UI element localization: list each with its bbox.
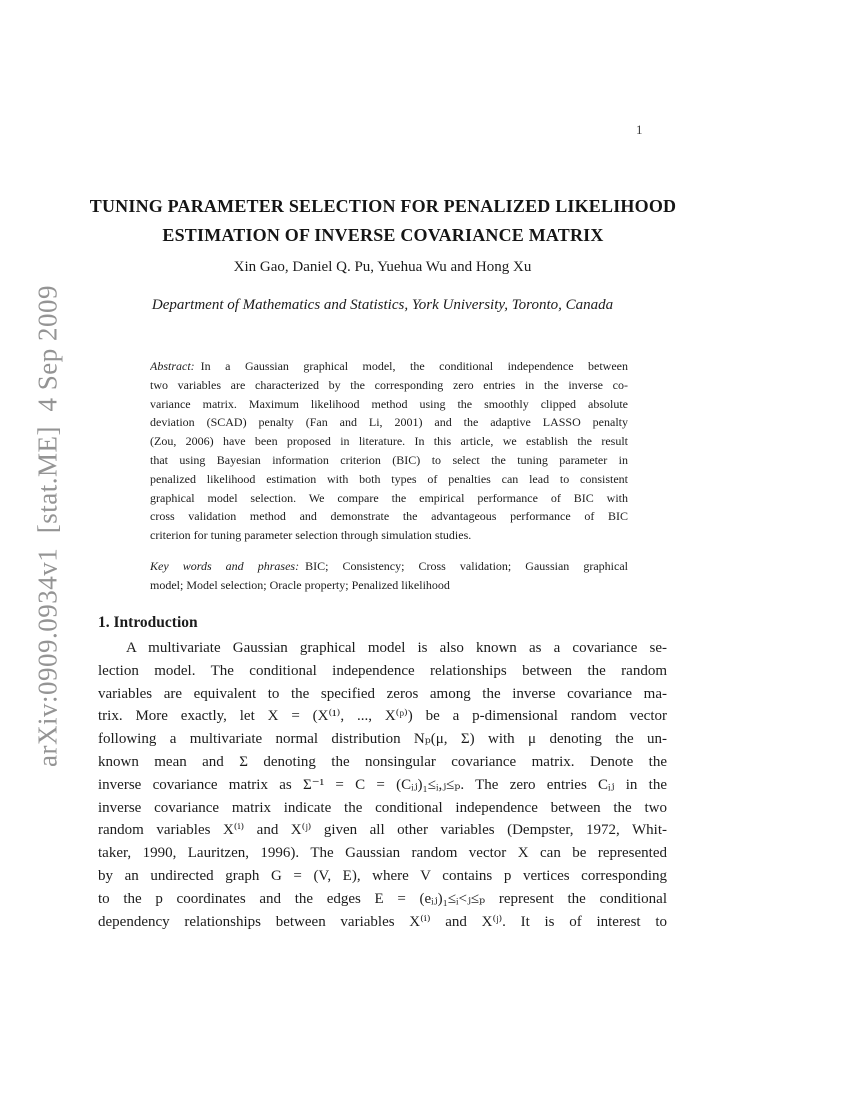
body-line: to the p coordinates and the edges E = (eᵢⱼ)₁≤ᵢ<ⱼ≤ₚ represent the conditional (98, 890, 667, 907)
abstract-label: Abstract: (150, 359, 195, 373)
abstract-line: penalized likelihood estimation with both types of penalties can lead to consistent (150, 471, 628, 486)
body-line: inverse covariance matrix as Σ⁻¹ = C = (Cᵢⱼ)₁≤ᵢ,ⱼ≤ₚ. The zero entries Cᵢⱼ in the (98, 776, 667, 793)
abstract-line: that using Bayesian information criterion (BIC) to select the tuning parameter in (150, 452, 628, 467)
body-line: lection model. The conditional independence relationships between the random (98, 662, 667, 679)
body-line: taker, 1990, Lauritzen, 1996). The Gaussian random vector X can be represented (98, 845, 667, 862)
body-line: known mean and Σ denoting the nonsingular covariance matrix. Denote the (98, 753, 667, 770)
keywords-label: Key words and phrases: (150, 559, 300, 573)
keywords-line: model; Model selection; Oracle property; Penalized likelihood (150, 577, 450, 592)
abstract-line-text: In a Gaussian graphical model, the conditional independence between (200, 359, 628, 373)
paper-title-line-2: ESTIMATION OF INVERSE COVARIANCE MATRIX (162, 225, 604, 245)
abstract-line (150, 357, 628, 376)
body-line: variables are equivalent to the specified zeros among the inverse covariance ma- (98, 685, 667, 702)
body-line: A multivariate Gaussian graphical model is also known as a covariance se- (126, 640, 667, 656)
body-line: following a multivariate normal distribution Nₚ(μ, Σ) with μ denoting the un- (98, 731, 667, 748)
abstract-line: criterion for tuning parameter selection through simulation studies. (150, 528, 472, 543)
abstract-line: two variables are characterized by the corresponding zero entries in the inverse co- (150, 377, 628, 392)
keywords-block (150, 557, 628, 595)
paper-title-line-1: TUNING PARAMETER SELECTION FOR PENALIZED LIKELIHOOD (89, 196, 677, 216)
abstract-line: graphical model selection. We compare the empirical performance of BIC with (150, 490, 628, 505)
paper-title (33, 192, 733, 250)
abstract-block (150, 357, 628, 545)
arxiv-stamp: arXiv:0909.0934v1 [stat.ME] 4 Sep 2009 (32, 285, 63, 767)
introduction-paragraph (98, 637, 667, 933)
abstract-line: variance matrix. Maximum likelihood method using the smoothly clipped absolute (150, 396, 628, 411)
affiliation-line: Department of Mathematics and Statistics, York University, Toronto, Canada (151, 297, 614, 313)
abstract-line: deviation (SCAD) penalty (Fan and Li, 2001) and the adaptive LASSO penalty (150, 415, 628, 430)
keywords-line (150, 557, 628, 576)
page-number: 1 (636, 122, 643, 137)
body-line: random variables X⁽ⁱ⁾ and X⁽ʲ⁾ given all other variables (Dempster, 1972, Whit- (98, 822, 667, 839)
authors-line: Xin Gao, Daniel Q. Pu, Yuehua Wu and Hong Xu (233, 259, 532, 275)
body-line: dependency relationships between variables X⁽ⁱ⁾ and X⁽ʲ⁾. It is of interest to (98, 913, 667, 930)
abstract-line: (Zou, 2006) have been proposed in literature. In this article, we establish the result (150, 434, 628, 449)
keywords-line-text: BIC; Consistency; Cross validation; Gaussian graphical (305, 559, 628, 573)
body-line: trix. More exactly, let X = (X⁽¹⁾, ..., X⁽ᵖ⁾) be a p-dimensional random vector (98, 708, 667, 725)
section-heading-introduction: 1. Introduction (98, 614, 198, 631)
body-line: inverse covariance matrix indicate the conditional independence between the two (98, 799, 667, 816)
abstract-line: cross validation method and demonstrate the advantageous performance of BIC (150, 509, 628, 524)
body-line: by an undirected graph G = (V, E), where V contains p vertices corresponding (98, 867, 667, 884)
